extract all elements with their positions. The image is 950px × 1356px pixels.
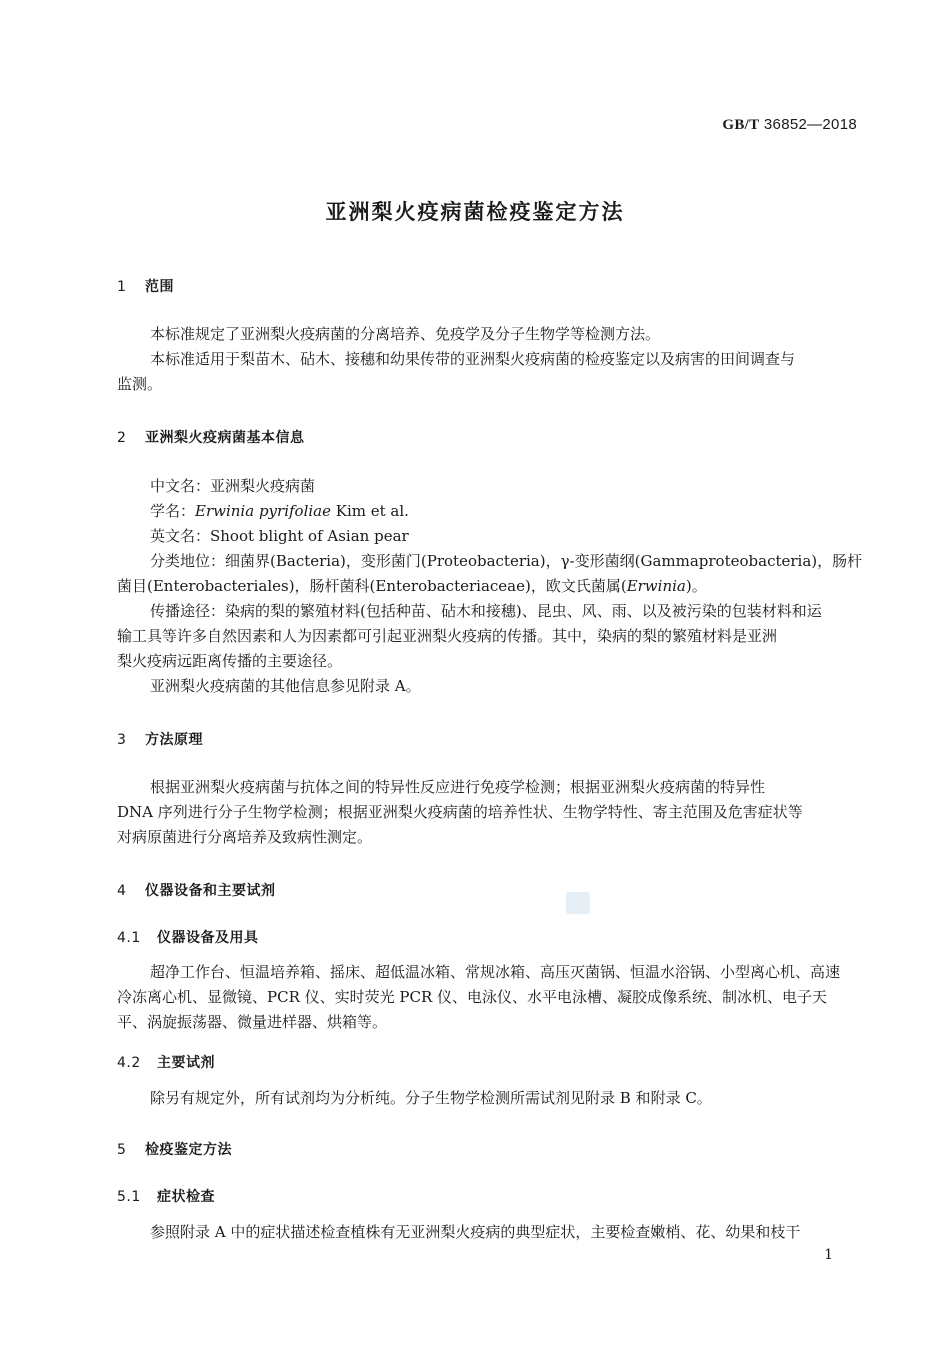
paragraph-line: DNA 序列进行分子生物学检测；根据亚洲梨火疫病菌的培养性状、生物学特性、寄主范围及危害症状等 [117,803,803,821]
section-number: 5.1 [117,1189,141,1205]
paragraph-line: 超净工作台、恒温培养箱、摇床、超低温冰箱、常规冰箱、高压灭菌锅、恒温水浴锅、小型离心机、高速 [150,963,841,981]
standard-number: 36852—2018 [763,116,857,133]
section-4-1-body [117,960,857,1035]
other-info-line: 亚洲梨火疫病菌的其他信息参见附录 A。 [150,677,421,695]
section-4-2-body [117,1086,857,1111]
taxonomy-text: )。 [685,577,707,595]
english-name-line: 英文名：Shoot blight of Asian pear [150,527,409,545]
section-title: 症状检查 [157,1189,215,1205]
section-title: 主要试剂 [157,1055,215,1071]
paragraph-line: 平、涡旋振荡器、微量进样器、烘箱等。 [117,1013,388,1031]
standard-code [722,116,857,134]
section-title: 方法原理 [145,732,203,748]
watermark-logo [566,892,590,914]
section-title: 检疫鉴定方法 [145,1142,232,1158]
page-number: 1 [824,1247,833,1263]
chinese-name-line: 中文名：亚洲梨火疫病菌 [150,477,316,495]
section-title: 仪器设备及用具 [157,930,259,946]
section-2-heading [117,427,305,447]
section-title: 亚洲梨火疫病菌基本信息 [145,430,305,446]
section-5-1-heading [117,1186,215,1206]
section-title: 范围 [145,279,174,295]
section-3-heading [117,729,203,749]
section-number: 4.2 [117,1055,141,1071]
section-number: 5 [117,1142,127,1158]
section-5-1-body [117,1220,857,1245]
section-4-heading [117,880,276,900]
paragraph-line: 对病原菌进行分离培养及致病性测定。 [117,828,373,846]
section-4-2-heading [117,1052,215,1072]
transmission-line: 传播途径：染病的梨的繁殖材料(包括种苗、砧木和接穗)、昆虫、风、雨、以及被污染的包装材料和运 [150,602,822,620]
section-3-body [117,775,857,850]
paragraph-line: 根据亚洲梨火疫病菌与抗体之间的特异性反应进行免疫学检测；根据亚洲梨火疫病菌的特异性 [150,778,766,796]
taxonomy-line: 分类地位：细菌界(Bacteria)，变形菌门(Proteobacteria)，γ-变形菌纲(Gammaproteobacteria)，肠杆 [150,552,863,570]
section-number: 1 [117,279,127,295]
genus-name: Erwinia [626,577,686,595]
scientific-name-label: 学名： [150,502,196,520]
paragraph-line: 本标准适用于梨苗木、砧木、接穗和幼果传带的亚洲梨火疫病菌的检疫鉴定以及病害的田间调查与 [150,350,796,368]
section-number: 4.1 [117,930,141,946]
section-number: 4 [117,883,127,899]
section-number: 3 [117,732,127,748]
section-4-1-heading [117,927,259,947]
scientific-name: Erwinia pyrifoliae [195,502,331,520]
scientific-name-line [117,499,857,524]
paragraph-line: 本标准规定了亚洲梨火疫病菌的分离培养、免疫学及分子生物学等检测方法。 [150,325,661,343]
paragraph-line: 除另有规定外，所有试剂均为分析纯。分子生物学检测所需试剂见附录 B 和附录 C。 [150,1089,712,1107]
scientific-author: Kim et al. [330,502,409,520]
paragraph-line: 参照附录 A 中的症状描述检查植株有无亚洲梨火疫病的典型症状，主要检查嫩梢、花、幼果和枝干 [150,1223,801,1241]
section-number: 2 [117,430,127,446]
section-1-body [117,322,857,397]
paragraph-line: 监测。 [117,375,163,393]
section-title: 仪器设备和主要试剂 [145,883,276,899]
taxonomy-line [117,574,857,599]
section-1-heading [117,276,174,296]
standard-prefix: GB/T [722,117,760,133]
taxonomy-text: 菌目(Enterobacteriales)，肠杆菌科(Enterobacteriaceae)，欧文氏菌属( [117,577,627,595]
paragraph-line: 冷冻离心机、显微镜、PCR 仪、实时荧光 PCR 仪、电泳仪、水平电泳槽、凝胶成像系统、制冰机、电子天 [117,988,828,1006]
document-title: 亚洲梨火疫病菌检疫鉴定方法 [325,200,625,224]
transmission-line: 输工具等许多自然因素和人为因素都可引起亚洲梨火疫病的传播。其中，染病的梨的繁殖材料是亚洲 [117,627,778,645]
section-5-heading [117,1139,232,1159]
section-2-body [117,474,863,699]
transmission-line: 梨火疫病远距离传播的主要途径。 [117,652,343,670]
